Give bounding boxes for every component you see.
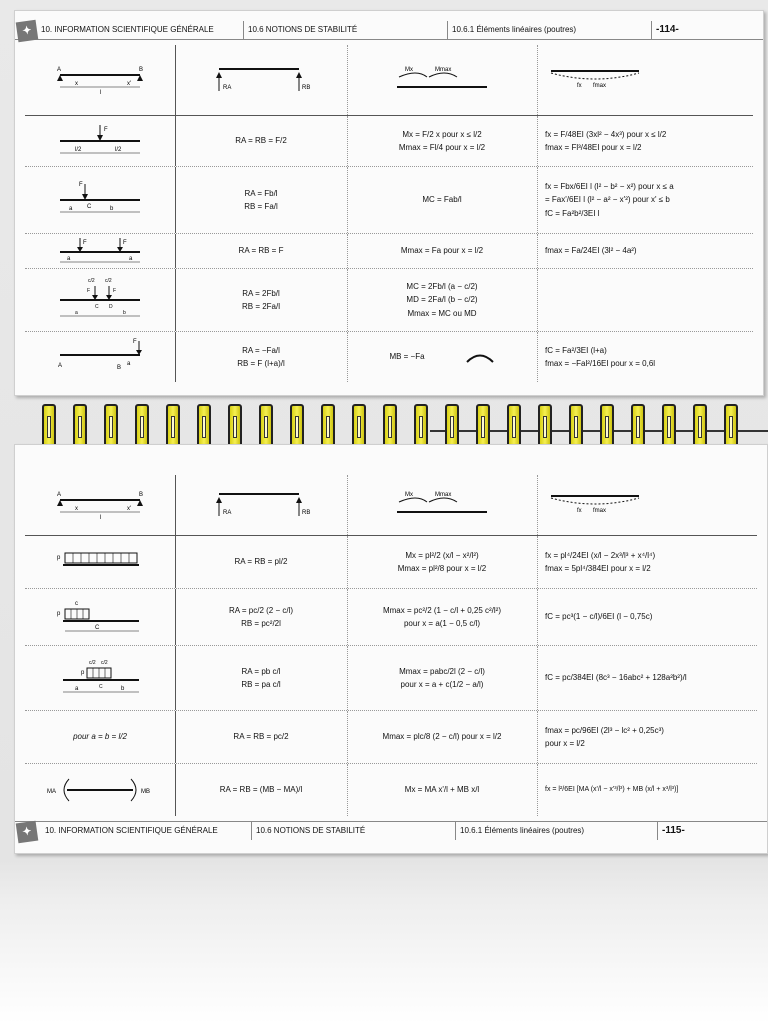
load-label: B (117, 365, 122, 371)
deflections-cell (537, 332, 753, 382)
formula: fmax = pc/96EI (2l³ − lc² + 0,25c³) (545, 725, 664, 735)
moment-arc-icon (465, 351, 495, 363)
load-case-diagram (25, 167, 176, 233)
moments-cell (347, 764, 538, 816)
load-case-diagram (25, 764, 176, 816)
beam-diagram (25, 45, 176, 115)
load-label: l/2 (75, 147, 82, 153)
formula: RA = 2Fb/l (242, 288, 280, 298)
table-row (25, 764, 757, 816)
formula: Mmax = Fa pour x = l/2 (400, 246, 484, 256)
label-a: A (57, 67, 62, 73)
page-header (15, 21, 763, 40)
formula: = Fax'/6EI l (l² − a² − x'²) pour x' ≤ b (545, 195, 670, 205)
formula: Mx = MA x'/l + MB x/l (404, 785, 480, 795)
reactions-cell (175, 536, 348, 588)
deflections-cell (537, 269, 753, 331)
formula: pour x = l/2 (545, 739, 585, 748)
footer-section: 10.6 NOTIONS DE STABILITÉ (251, 822, 365, 840)
moments-cell (347, 116, 538, 166)
paired-point-loads-icon (55, 276, 145, 324)
formula: MB = −Fa (389, 352, 425, 362)
deflections-header (537, 475, 757, 535)
label-fx: fx (577, 508, 582, 514)
moments-cell (347, 589, 538, 645)
label-a: A (57, 492, 62, 498)
load-case-diagram (25, 116, 176, 166)
load-case-diagram (25, 234, 176, 268)
load-label: F (113, 288, 117, 294)
table-header-row (25, 45, 753, 116)
load-label: MA (47, 789, 56, 795)
deflection-beam-icon (545, 488, 645, 522)
label-x: x (75, 506, 78, 512)
deflections-cell (537, 116, 753, 166)
load-label: C (87, 204, 92, 210)
header-subsection: 10.6.1 Éléments linéaires (poutres) (447, 21, 576, 39)
reactions-cell (175, 167, 348, 233)
deflections-cell (537, 646, 757, 710)
formula: fmax = 5pl⁴/384EI pour x = l/2 (545, 564, 651, 573)
load-label: MB (141, 789, 150, 795)
load-label: a (67, 256, 71, 262)
load-case-diagram (25, 332, 176, 382)
load-label: b (110, 206, 114, 212)
formula: fmax = Fl³/48EI pour x = l/2 (545, 143, 642, 152)
formula: Mmax = pc²/2 (1 − c/l + 0,25 c²/l²) (382, 605, 502, 615)
formula: RB = pc²/2l (241, 619, 281, 628)
formula: RA = RB = F/2 (235, 136, 287, 146)
deflections-cell (537, 536, 757, 588)
simple-beam-icon (55, 488, 145, 522)
moments-cell (347, 646, 538, 710)
load-label: C (99, 684, 103, 690)
label-x: x (75, 81, 78, 87)
reactions-header (175, 475, 348, 535)
formula: Mmax = plc/8 (2 − c/l) pour x = l/2 (382, 732, 502, 742)
publisher-logo-icon: ✦ (16, 821, 39, 844)
label-mx: Mx (405, 67, 413, 73)
formula: Mmax = Fl/4 pour x = l/2 (398, 143, 486, 152)
load-label: C (95, 625, 100, 631)
load-label: c/2 (105, 278, 112, 284)
load-label: b (121, 686, 125, 692)
label-ra: RA (223, 85, 232, 91)
load-label: a (75, 310, 78, 316)
page-footer (15, 821, 767, 840)
label-fmax: fmax (593, 83, 607, 89)
table-row (25, 167, 753, 234)
label-l: l (100, 515, 102, 521)
load-label: F (123, 240, 127, 246)
load-case-diagram (25, 646, 176, 710)
formula: fmax = Fa/24EI (3l² − 4a²) (545, 246, 637, 256)
page-115 (14, 444, 768, 854)
table-row (25, 711, 757, 764)
load-label: D (109, 304, 113, 310)
label-mx: Mx (405, 492, 413, 498)
reactions-cell (175, 589, 348, 645)
page-114 (14, 10, 764, 396)
formula: RA = −Fa/l (242, 345, 280, 355)
two-point-loads-icon (55, 236, 145, 266)
reactions-cell (175, 332, 348, 382)
load-label: a (127, 361, 131, 367)
label-rb: RB (302, 85, 311, 91)
formula: fx = F/48EI (3xl² − 4x³) pour x ≤ l/2 (545, 129, 667, 139)
reactions-cell (175, 116, 348, 166)
load-case-diagram (25, 536, 176, 588)
label-l: l (100, 90, 102, 96)
reactions-beam-icon (213, 63, 309, 97)
reactions-beam-icon (213, 488, 309, 522)
moments-cell (347, 167, 538, 233)
formula: fC = pc³(1 − c/l)/6EI (l − 0,75c) (545, 612, 653, 622)
central-point-load-icon (55, 121, 145, 161)
deflections-header (537, 45, 753, 115)
formula: RB = pa c/l (241, 680, 281, 689)
table-header-row (25, 475, 757, 536)
label-b: B (139, 67, 144, 73)
formula: fC = Fa²/3EI (l+a) (545, 345, 607, 355)
moments-cell (347, 332, 538, 382)
moments-header (347, 475, 538, 535)
formula: pour x = a(1 − 0,5 c/l) (403, 619, 481, 628)
load-label: c/2 (89, 660, 96, 666)
table-row (25, 234, 753, 269)
reactions-cell (175, 711, 348, 763)
formula: RA = pb c/l (241, 666, 281, 676)
load-label: F (79, 182, 83, 188)
moments-cell (347, 536, 538, 588)
label-fx: fx (577, 83, 582, 89)
deflections-cell (537, 764, 757, 816)
centered-partial-load-icon (55, 656, 145, 700)
table-row (25, 269, 753, 332)
label-x-prime: x' (127, 506, 132, 512)
table-row (25, 536, 757, 589)
deflections-cell (537, 711, 757, 763)
header-section: 10.6 NOTIONS DE STABILITÉ (243, 21, 357, 39)
page-number: -115- (657, 822, 685, 840)
formula: MD = 2Fa/l (b − c/2) (406, 295, 478, 305)
formula: RA = RB = F (238, 246, 284, 256)
reactions-cell (175, 234, 348, 268)
load-label: c/2 (88, 278, 95, 284)
load-label: c/2 (101, 660, 108, 666)
load-case-diagram (25, 589, 176, 645)
page-number: -114- (651, 21, 679, 39)
load-label: p (81, 670, 85, 676)
label-b: B (139, 492, 144, 498)
table-row (25, 116, 753, 167)
overhang-load-icon (55, 335, 145, 379)
condition-label: pour a = b = l/2 (73, 732, 127, 742)
publisher-logo-icon: ✦ (16, 20, 39, 43)
load-label: a (69, 206, 73, 212)
load-label: l/2 (115, 147, 122, 153)
formula: fC = Fa²b²/3EI l (545, 208, 600, 218)
load-label: F (104, 127, 108, 133)
formula: Mx = pl²/2 (x/l − x²/l²) (405, 550, 479, 560)
deflection-beam-icon (545, 63, 645, 97)
formula: RA = RB = (MB − MA)/l (219, 785, 303, 795)
formula: Mx = F/2 x pour x ≤ l/2 (402, 129, 482, 139)
load-case-note (25, 711, 176, 763)
formula: pour x = a + c(1/2 − a/l) (400, 680, 484, 689)
formula: RA = RB = pl/2 (234, 557, 288, 567)
load-label: F (83, 240, 87, 246)
moment-beam-icon (387, 63, 497, 97)
load-label: F (87, 288, 91, 294)
formula: RA = Fb/l (244, 188, 278, 198)
formula: Mmax = pl²/8 pour x = l/2 (397, 564, 487, 573)
table-row (25, 646, 757, 711)
load-label: C (95, 304, 99, 310)
formula: Mmax = MC ou MD (407, 308, 477, 318)
label-ra: RA (223, 510, 232, 516)
simple-beam-icon (55, 63, 145, 97)
load-label: c (75, 601, 78, 607)
footer-chapter: 10. INFORMATION SCIENTIFIQUE GÉNÉRALE (45, 826, 218, 835)
label-mmax: Mmax (435, 492, 452, 498)
load-case-diagram (25, 269, 176, 331)
formula: RB = F (l+a)/l (237, 359, 285, 368)
moments-cell (347, 269, 538, 331)
table-row (25, 332, 753, 382)
formula: RA = RB = pc/2 (233, 732, 289, 742)
moments-header (347, 45, 538, 115)
formula: RB = 2Fa/l (241, 302, 280, 311)
moments-cell (347, 711, 538, 763)
moment-beam-icon (387, 488, 497, 522)
formula: RB = Fa/l (244, 202, 278, 211)
reactions-cell (175, 269, 348, 331)
load-label: A (58, 363, 63, 369)
moments-cell (347, 234, 538, 268)
partial-uniform-load-icon (55, 597, 145, 637)
label-rb: RB (302, 510, 311, 516)
table-row (25, 589, 757, 646)
footer-subsection: 10.6.1 Éléments linéaires (poutres) (455, 822, 584, 840)
formula: Mmax = pabc/2l (2 − c/l) (399, 666, 485, 676)
eccentric-point-load-icon (55, 178, 145, 222)
beam-diagram (25, 475, 176, 535)
reactions-cell (175, 764, 348, 816)
formula: fx = Fbx/6EI l (l² − b² − x²) pour x ≤ a (545, 182, 674, 192)
formula: fmax = −Fal²/16EI pour x = 0,6l (545, 359, 656, 368)
load-label: p (57, 611, 61, 617)
label-x-prime: x' (127, 81, 132, 87)
reactions-header (175, 45, 348, 115)
end-moments-icon (45, 775, 155, 805)
header-chapter: 10. INFORMATION SCIENTIFIQUE GÉNÉRALE (41, 25, 214, 34)
load-label: F (133, 339, 137, 345)
load-label: p (57, 555, 61, 561)
deflections-cell (537, 234, 753, 268)
label-fmax: fmax (593, 508, 607, 514)
formula: fC = pc/384EI (8c³ − 16abc² + 128a²b²)/l (545, 673, 687, 683)
load-label: a (75, 686, 79, 692)
uniform-load-icon (55, 547, 145, 577)
formula: MC = 2Fb/l (a − c/2) (406, 282, 478, 292)
formula: MC = Fab/l (422, 195, 462, 205)
formula: fx = l²/6EI [MA (x'/l − x'³/l³) + MB (x/l + x³/l³)] (545, 785, 679, 793)
formula: fx = pl⁴/24EI (x/l − 2x³/l³ + x⁴/l⁴) (545, 550, 656, 560)
reactions-cell (175, 646, 348, 710)
beam-table-115 (25, 475, 757, 816)
load-label: b (123, 310, 126, 316)
load-label: a (129, 256, 133, 262)
deflections-cell (537, 589, 757, 645)
beam-table-114 (25, 45, 753, 382)
formula: RA = pc/2 (2 − c/l) (228, 605, 294, 615)
deflections-cell (537, 167, 753, 233)
label-mmax: Mmax (435, 67, 452, 73)
